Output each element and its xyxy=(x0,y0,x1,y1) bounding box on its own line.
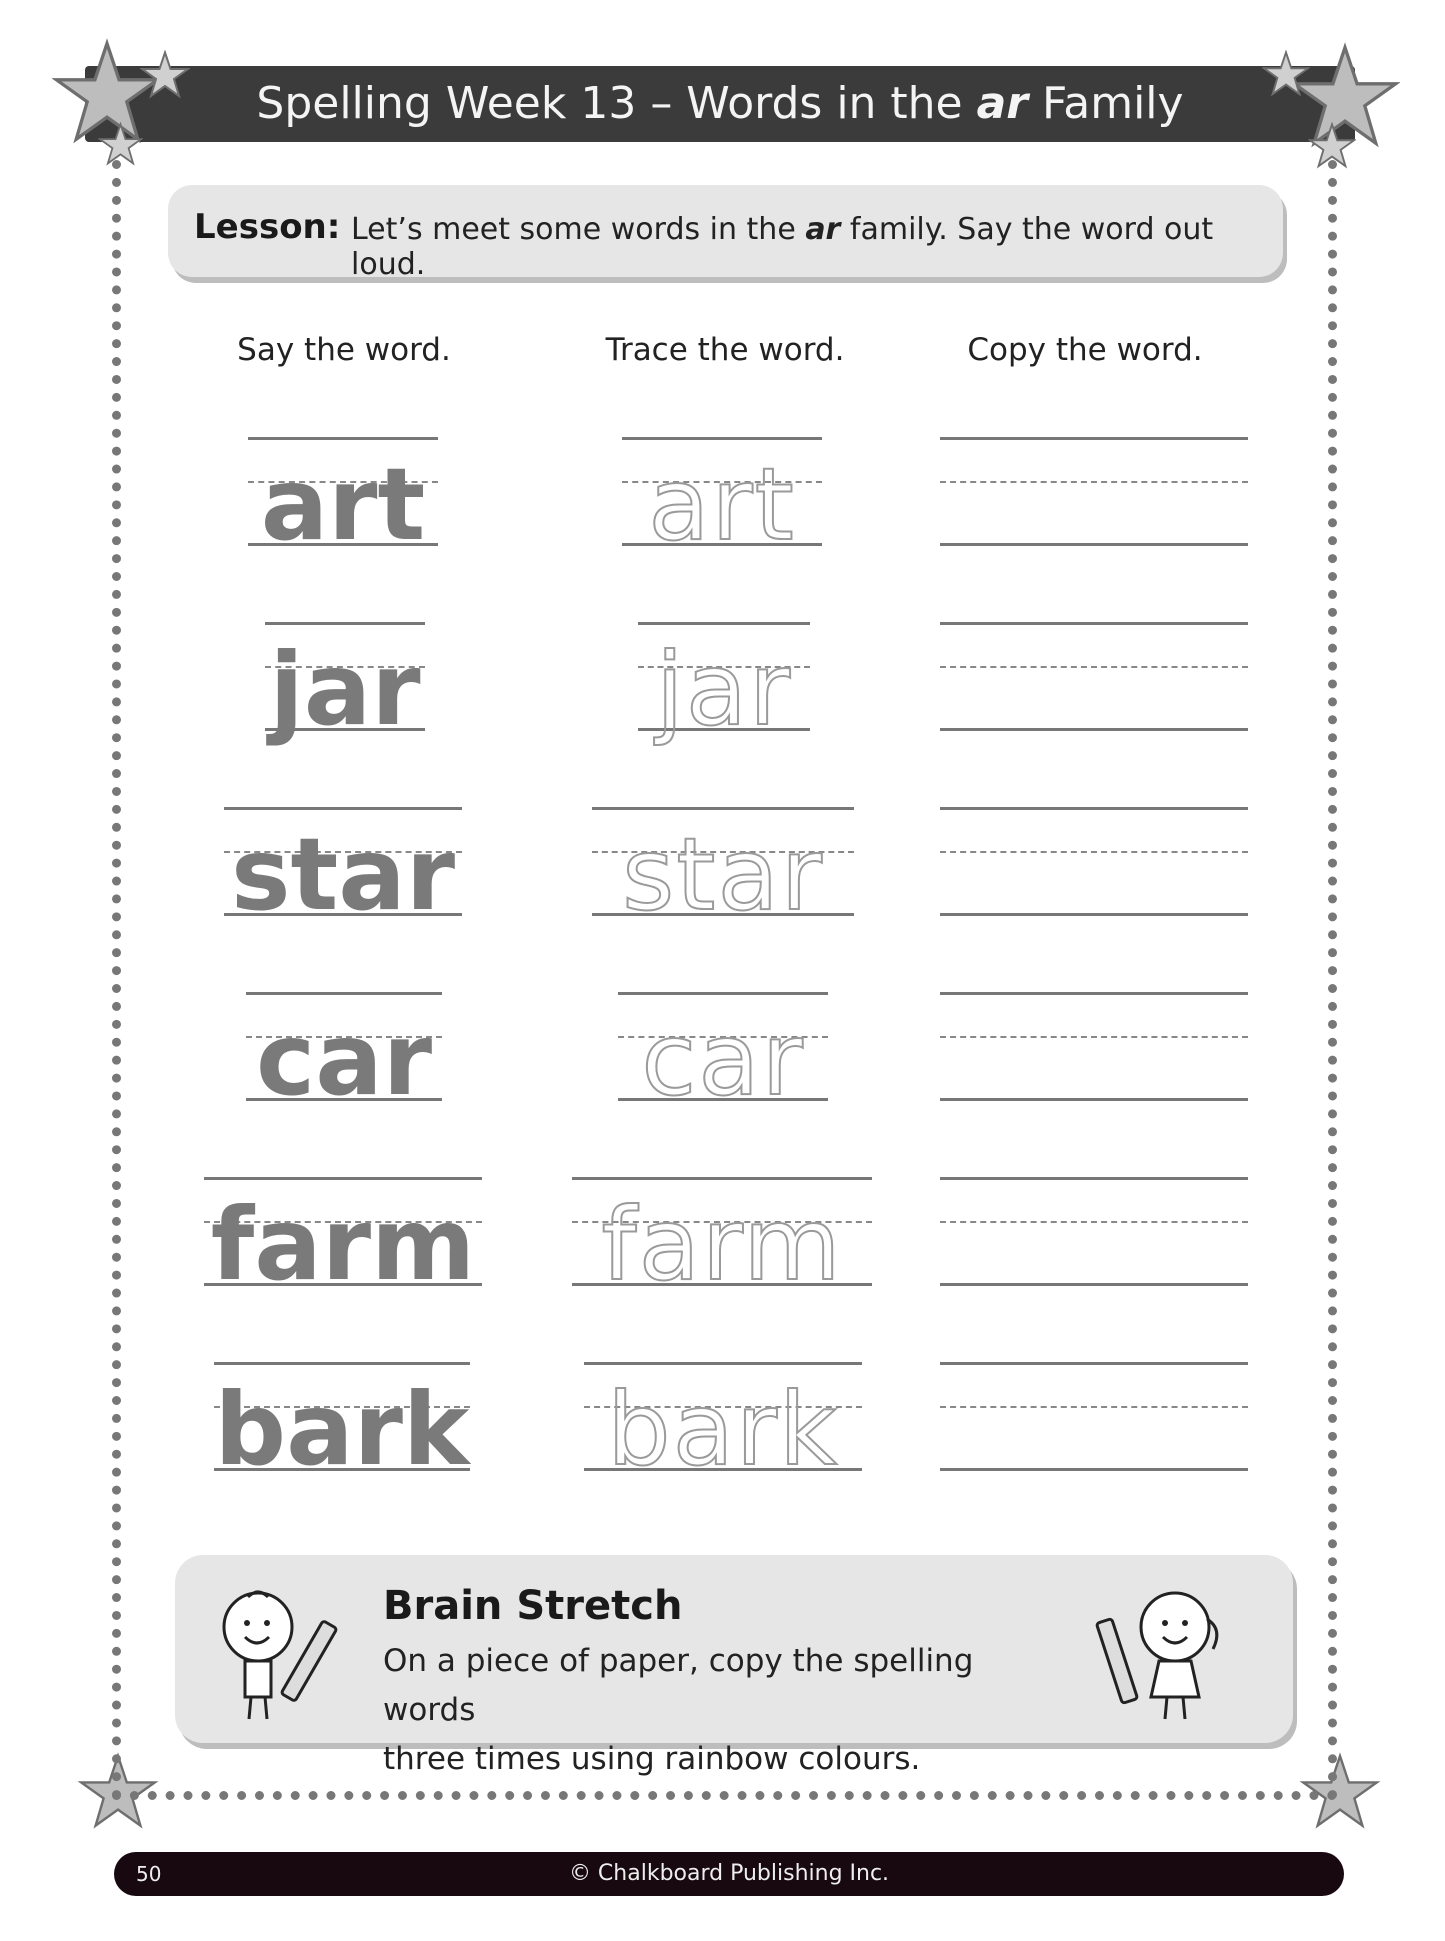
trace-word[interactable]: star xyxy=(622,816,824,933)
brain-stretch-text xyxy=(383,1637,1043,1784)
trace-top-line xyxy=(592,807,854,810)
title-banner xyxy=(85,66,1355,142)
word-row xyxy=(0,990,1445,1118)
column-header-trace: Trace the word. xyxy=(605,332,845,368)
lesson-text-suffix: family. Say the word out loud. xyxy=(351,212,1214,282)
dotted-page-border xyxy=(112,160,1337,1800)
copy-writing-area[interactable] xyxy=(940,805,1248,917)
brain-stretch-line-1: On a piece of paper, copy the spelling words xyxy=(383,1643,974,1728)
trace-word[interactable]: farm xyxy=(601,1186,843,1303)
word-row xyxy=(0,1175,1445,1303)
say-top-line xyxy=(214,1362,470,1365)
star-icon xyxy=(1262,50,1310,98)
copy-writing-area[interactable] xyxy=(940,990,1248,1102)
title-prefix: Spelling Week 13 – Words in the xyxy=(256,78,977,129)
title-suffix: Family xyxy=(1028,78,1184,129)
brain-stretch-line-2: three times using rainbow colours. xyxy=(383,1741,921,1777)
girl-with-pencil-icon xyxy=(1095,1579,1255,1729)
say-word: art xyxy=(260,446,426,563)
copyright-text: © Chalkboard Publishing Inc. xyxy=(568,1861,890,1886)
column-header-copy: Copy the word. xyxy=(967,332,1203,368)
title-emphasis: ar xyxy=(976,78,1028,129)
copy-writing-area[interactable] xyxy=(940,435,1248,547)
word-row xyxy=(0,1360,1445,1488)
word-row xyxy=(0,620,1445,748)
say-word: farm xyxy=(210,1186,476,1303)
trace-top-line xyxy=(618,992,828,995)
copy-writing-area[interactable] xyxy=(940,620,1248,732)
trace-word[interactable]: art xyxy=(648,446,796,563)
lesson-text-prefix: Let’s meet some words in the xyxy=(351,212,806,247)
say-word: car xyxy=(255,1001,433,1118)
say-top-line xyxy=(265,622,425,625)
trace-top-line xyxy=(584,1362,862,1365)
trace-top-line xyxy=(572,1177,872,1180)
word-row xyxy=(0,805,1445,933)
column-header-say: Say the word. xyxy=(237,332,451,368)
say-word: star xyxy=(230,816,456,933)
brain-stretch-title: Brain Stretch xyxy=(383,1583,683,1629)
say-top-line xyxy=(246,992,442,995)
copy-writing-area[interactable] xyxy=(940,1175,1248,1287)
lesson-text xyxy=(351,212,1283,282)
say-word: bark xyxy=(214,1371,470,1488)
star-icon xyxy=(140,50,190,100)
footer-bar xyxy=(114,1852,1344,1896)
lesson-text-emphasis: ar xyxy=(805,212,841,247)
boy-with-pencil-icon xyxy=(203,1579,353,1729)
trace-word[interactable]: bark xyxy=(607,1371,839,1488)
word-row xyxy=(0,435,1445,563)
trace-top-line xyxy=(638,622,810,625)
page-number: 50 xyxy=(136,1862,162,1886)
trace-word[interactable]: car xyxy=(641,1001,805,1118)
lesson-box xyxy=(168,185,1283,282)
say-word: jar xyxy=(269,631,421,748)
trace-word[interactable]: jar xyxy=(655,631,793,748)
lesson-label: Lesson: xyxy=(194,207,341,247)
page-title xyxy=(85,66,1355,142)
say-top-line xyxy=(204,1177,482,1180)
copy-writing-area[interactable] xyxy=(940,1360,1248,1472)
trace-top-line xyxy=(622,437,822,440)
say-top-line xyxy=(248,437,438,440)
say-top-line xyxy=(224,807,462,810)
brain-stretch-box xyxy=(175,1555,1293,1777)
